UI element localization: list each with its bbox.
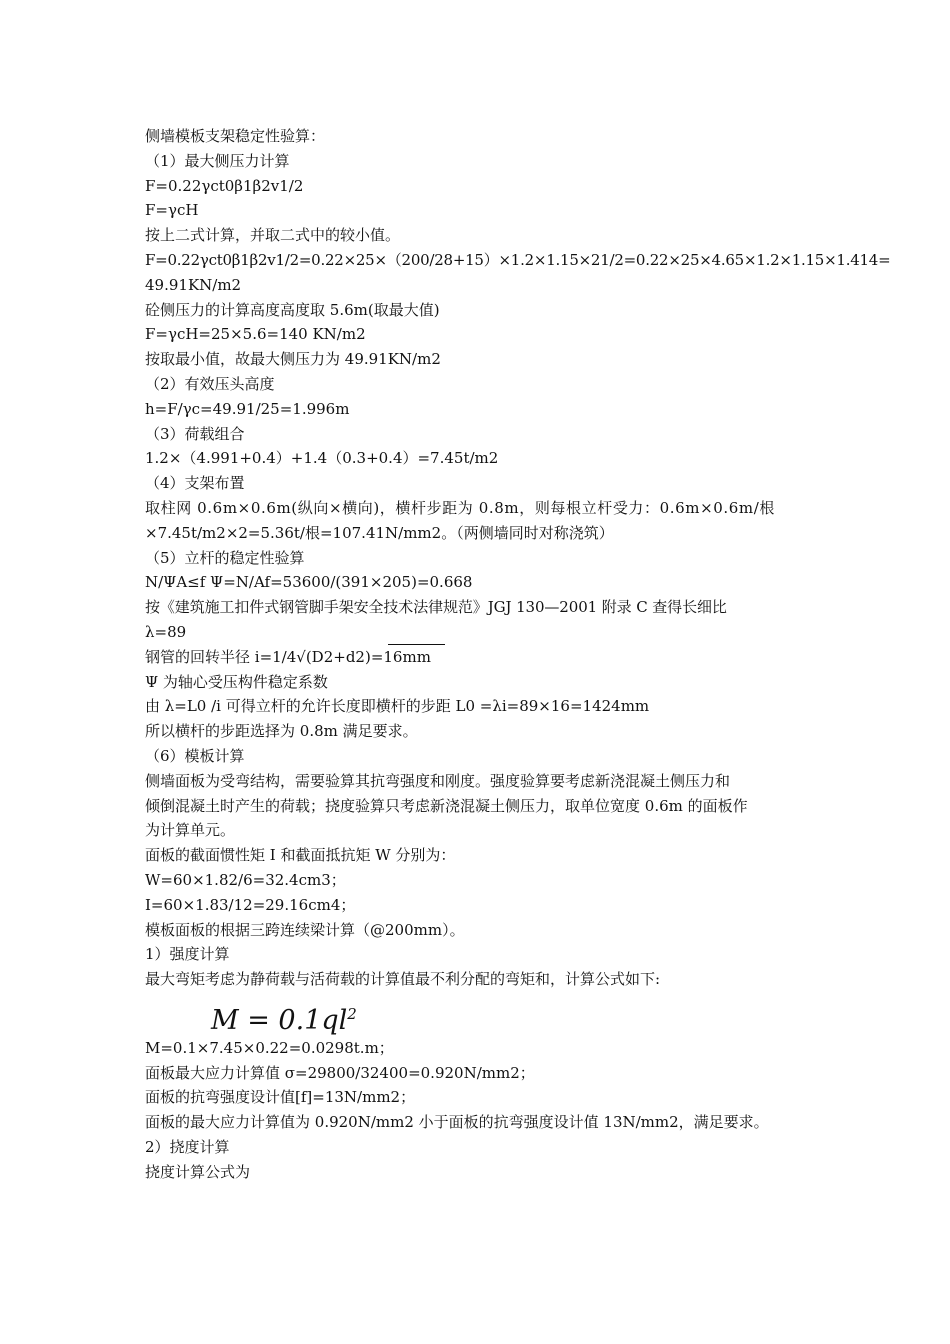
text-line: 所以横杆的步距选择为 0.8m 满足要求。 [145, 722, 418, 741]
text-line: 面板最大应力计算值 σ=29800/32400=0.920N/mm2； [145, 1063, 535, 1082]
subsection-heading: （3）荷载组合 [145, 424, 245, 443]
text-line: Ψ 为轴心受压构件稳定系数 [145, 672, 328, 691]
text-line: 挠度计算公式为 [145, 1162, 251, 1181]
formula-line: F=γcH=25×5.6=140 KN/m2 [145, 325, 366, 344]
formula-line: W=60×1.82/6=32.4cm3； [145, 870, 346, 889]
formula-line: M=0.1×7.45×0.22=0.0298t.m； [145, 1038, 394, 1057]
formula-line: 1.2×（4.991+0.4）+1.4（0.3+0.4）=7.45t/m2 [145, 449, 499, 468]
text-line: 按取最小值，故最大侧压力为 49.91KN/m2 [145, 350, 441, 369]
formula-line: F=γcH [145, 201, 199, 220]
text-line: 为计算单元。 [145, 821, 236, 840]
formula-line: F=0.22γct0β1β2v1/2=0.22×25×（200/28+15）×1.2×1.15×21/2=0.22×25×4.65×1.2×1.15×1.414= [145, 250, 891, 269]
text-line: 按上二式计算，并取二式中的较小值。 [145, 226, 401, 245]
formula-result: 49.91KN/m2 [145, 275, 242, 294]
text-line: 砼侧压力的计算高度高度取 5.6m(取最大值) [145, 300, 440, 319]
formula-exponent: 2 [347, 1004, 357, 1023]
text-line-with-radical [145, 645, 807, 670]
formula-base: M = 0.1ql [211, 1004, 348, 1036]
subsection-heading: （5）立杆的稳定性验算 [145, 548, 305, 567]
text-line: 面板的最大应力计算值为 0.920N/mm2 小于面板的抗弯强度设计值 13N/mm2，满足要求。 [145, 1113, 769, 1132]
text-line: 取柱网 0.6m×0.6m(纵向×横向)，横杆步距为 0.8m，则每根立杆受力：0.6m×0.6m/根 [145, 498, 775, 517]
section-title: 侧墙模板支架稳定性验算： [145, 127, 326, 145]
subsection-heading: 1）强度计算 [145, 945, 230, 964]
subsection-heading: （1）最大侧压力计算 [145, 151, 290, 170]
radical-overline [388, 644, 445, 645]
text-line: 按《建筑施工扣件式钢管脚手架安全技术法律规范》JGJ 130—2001 附录 C 查得长细比 [145, 598, 727, 617]
text-line: λ=89 [145, 622, 187, 641]
text-line: ×7.45t/m2×2=5.36t/根=107.41N/mm2。（两侧墙同时对称浇筑） [145, 523, 614, 542]
text-line: 面板的抗弯强度设计值[f]=13N/mm2； [145, 1088, 416, 1107]
formula-line: I=60×1.83/12=29.16cm4； [145, 895, 356, 914]
text-line: 倾倒混凝土时产生的荷载；挠度验算只考虑新浇混凝土侧压力，取单位宽度 0.6m 的面板作 [145, 796, 748, 815]
subsection-heading: （2）有效压头高度 [145, 374, 275, 393]
subsection-heading: 2）挠度计算 [145, 1138, 230, 1157]
text-line: 面板的截面惯性矩 I 和截面抵抗矩 W 分别为： [145, 846, 456, 865]
text-line: 由 λ=L0 /i 可得立杆的允许长度即横杆的步距 L0 =λi=89×16=1424mm [145, 697, 650, 716]
subsection-heading: （4）支架布置 [145, 474, 245, 493]
document-body [145, 124, 891, 1185]
text-line: 模板面板的根据三跨连续梁计算（@200mm）。 [145, 920, 465, 939]
moment-formula [145, 992, 807, 1036]
radius-text: 钢管的回转半径 i=1/4√(D2+d2)=16mm [145, 647, 431, 666]
text-line: 最大弯矩考虑为静荷载与活荷载的计算值最不利分配的弯矩和，计算公式如下: [145, 970, 661, 989]
subsection-heading: （6）模板计算 [145, 746, 245, 765]
formula-line: h=F/γc=49.91/25=1.996m [145, 399, 350, 418]
formula-line: F=0.22γct0β1β2v1/2 [145, 176, 304, 195]
text-line: 侧墙面板为受弯结构，需要验算其抗弯强度和刚度。强度验算要考虑新浇混凝土侧压力和 [145, 771, 731, 790]
formula-line: N/ΨA≤f Ψ=N/Af=53600/(391×205)=0.668 [145, 573, 473, 592]
